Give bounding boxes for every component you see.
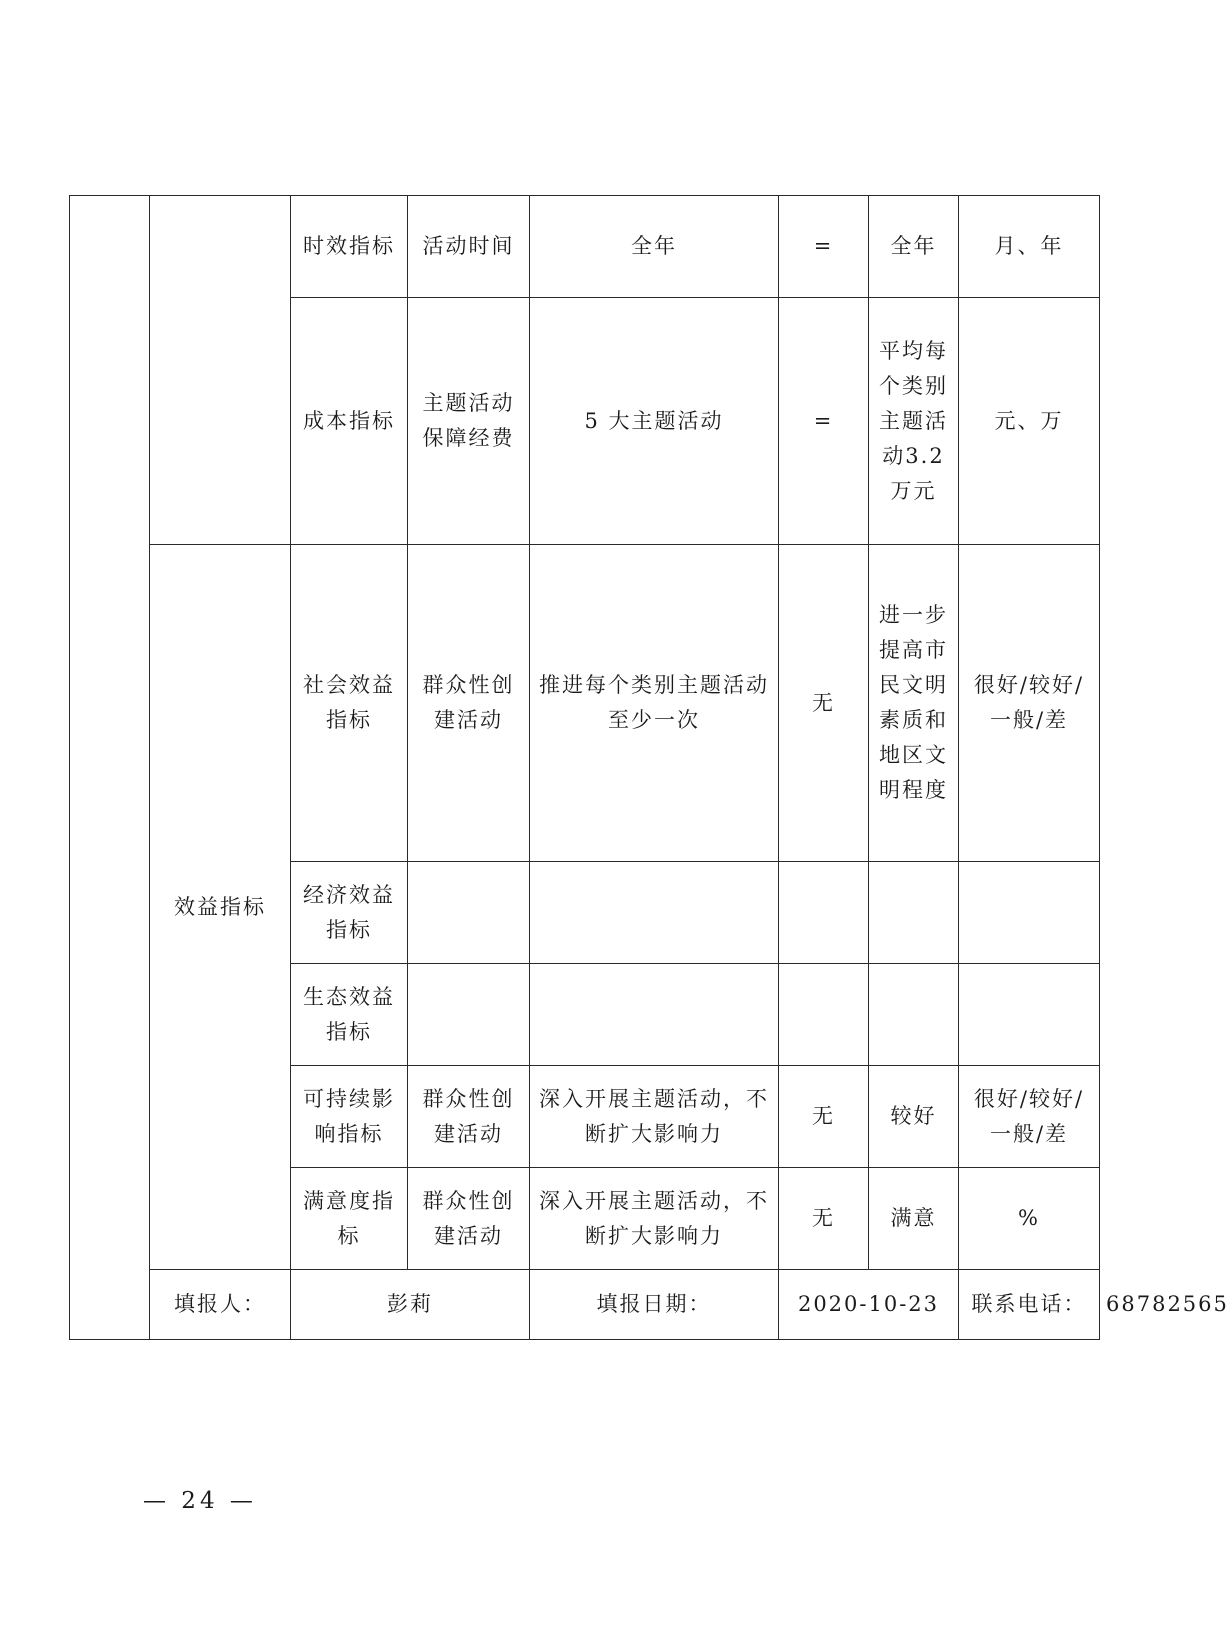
indicator-operator: 无 <box>779 1066 869 1168</box>
indicator-target: 深入开展主题活动，不断扩大影响力 <box>530 1168 779 1270</box>
indicator-unit: 月、年 <box>959 196 1100 298</box>
benefit-category-cell: 效益指标 <box>150 545 291 1270</box>
empty-cell <box>530 964 779 1066</box>
indicator-value: 全年 <box>869 196 959 298</box>
indicator-target: 5 大主题活动 <box>530 298 779 545</box>
blank-category-cell <box>150 196 291 545</box>
indicator-unit: 很好/较好/一般/差 <box>959 1066 1100 1168</box>
indicator-operator: 无 <box>779 1168 869 1270</box>
filler-label: 填报人： <box>150 1270 291 1340</box>
indicator-unit: 元、万 <box>959 298 1100 545</box>
performance-indicator-table <box>69 195 1229 1340</box>
indicator-name: 社会效益指标 <box>291 545 408 862</box>
empty-cell <box>408 862 530 964</box>
empty-cell <box>779 964 869 1066</box>
phone-label: 联系电话： <box>959 1270 1100 1340</box>
empty-cell <box>779 862 869 964</box>
indicator-value: 平均每个类别主题活动3.2 万元 <box>869 298 959 545</box>
table-row <box>70 196 1100 298</box>
indicator-name: 经济效益指标 <box>291 862 408 964</box>
indicator-unit: % <box>959 1168 1100 1270</box>
date-label: 填报日期： <box>530 1270 779 1340</box>
indicator-item: 群众性创建活动 <box>408 1066 530 1168</box>
indicator-target: 全年 <box>530 196 779 298</box>
empty-cell <box>959 862 1100 964</box>
filler-name: 彭莉 <box>291 1270 530 1340</box>
indicator-operator: 无 <box>779 545 869 862</box>
indicator-target: 深入开展主题活动，不断扩大影响力 <box>530 1066 779 1168</box>
indicator-name: 可持续影响指标 <box>291 1066 408 1168</box>
indicator-operator: = <box>779 298 869 545</box>
page-number: — 24 — <box>143 1488 257 1514</box>
indicator-value: 满意 <box>869 1168 959 1270</box>
empty-cell <box>408 964 530 1066</box>
indicator-value: 进一步提高市民文明素质和地区文明程度 <box>869 545 959 862</box>
blank-first-column-cell <box>70 196 150 1340</box>
indicator-unit: 很好/较好/一般/差 <box>959 545 1100 862</box>
indicator-name: 成本指标 <box>291 298 408 545</box>
table-row <box>70 545 1100 862</box>
indicator-target: 推进每个类别主题活动至少一次 <box>530 545 779 862</box>
empty-cell <box>869 964 959 1066</box>
indicator-name: 时效指标 <box>291 196 408 298</box>
indicator-item: 活动时间 <box>408 196 530 298</box>
date-value: 2020-10-23 <box>779 1270 959 1340</box>
indicator-operator: = <box>779 196 869 298</box>
empty-cell <box>530 862 779 964</box>
indicator-item: 群众性创建活动 <box>408 1168 530 1270</box>
indicator-item: 主题活动保障经费 <box>408 298 530 545</box>
indicator-name: 生态效益指标 <box>291 964 408 1066</box>
indicator-value: 较好 <box>869 1066 959 1168</box>
empty-cell <box>959 964 1100 1066</box>
footer-row: 填报人： 彭莉 填报日期： 2020-10-23 联系电话： 68782565 <box>70 1270 1100 1340</box>
empty-cell <box>869 862 959 964</box>
indicator-name: 满意度指标 <box>291 1168 408 1270</box>
indicator-item: 群众性创建活动 <box>408 545 530 862</box>
